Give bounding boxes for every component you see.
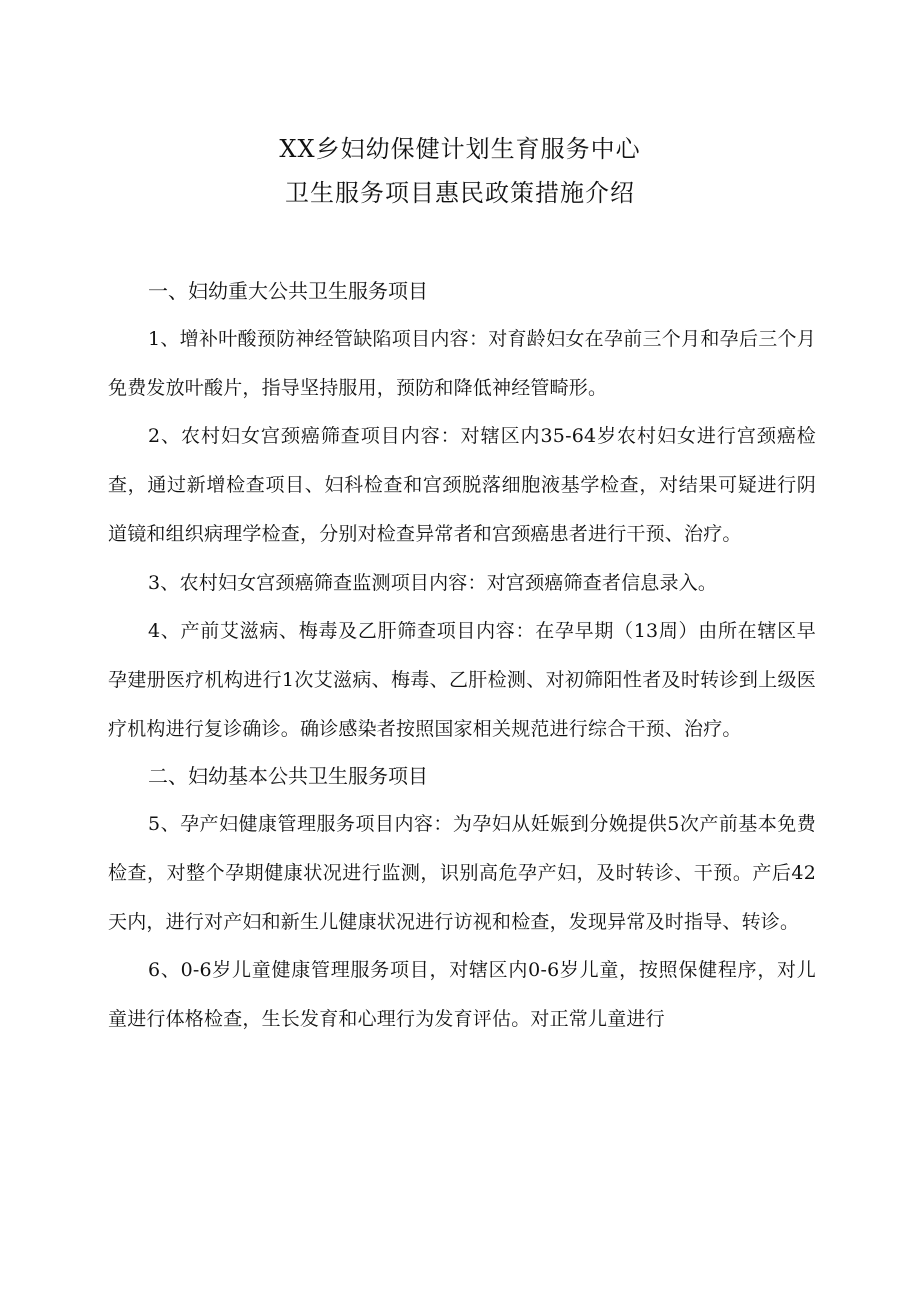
title-line-2: 卫生服务项目惠民政策措施介绍 [285,179,635,207]
paragraph-maternal-health: 5、孕产妇健康管理服务项目内容：为孕妇从妊娠到分娩提供5次产前基本免费检查，对整个孕期健康状况进行监测，识别高危孕产妇，及时转诊、干预。产后42天内，进行对产妇和新生儿健康状况进行访视和检查，发现异常及时指导、转诊。 [108,813,816,933]
section-major-public-health [108,268,816,753]
document-body [108,268,816,1044]
paragraph-child-health: 6、0-6岁儿童健康管理服务项目，对辖区内0-6岁儿童，按照保健程序，对儿童进行体格检查，生长发育和心理行为发育评估。对正常儿童进行 [108,959,816,1031]
paragraph-prenatal-screening: 4、产前艾滋病、梅毒及乙肝筛查项目内容：在孕早期（13周）由所在辖区早孕建册医疗机构进行1次艾滋病、梅毒、乙肝检测、对初筛阳性者及时转诊到上级医疗机构进行复诊确诊。确诊感染者按照国家相关规范进行综合干预、治疗。 [108,620,816,740]
title-line-1: XX乡妇幼保健计划生育服务中心 [279,135,641,163]
paragraph-folic-acid: 1、增补叶酸预防神经管缺陷项目内容：对育龄妇女在孕前三个月和孕后三个月免费发放叶酸片，指导坚持服用，预防和降低神经管畸形。 [108,328,816,399]
section-heading: 二、妇幼基本公共卫生服务项目 [148,764,428,789]
section-basic-public-health [108,753,816,1044]
document-title [0,127,920,215]
paragraph-cervical-monitoring: 3、农村妇女宫颈癌筛查监测项目内容：对宫颈癌筛查者信息录入。 [148,571,718,594]
paragraph-cervical-screening: 2、农村妇女宫颈癌筛查项目内容：对辖区内35-64岁农村妇女进行宫颈癌检查，通过新增检查项目、妇科检查和宫颈脱落细胞液基学检查，对结果可疑进行阴道镜和组织病理学检查，分别对检查异常者和宫颈癌患者进行干预、治疗。 [108,425,816,545]
section-heading: 一、妇幼重大公共卫生服务项目 [148,279,428,303]
